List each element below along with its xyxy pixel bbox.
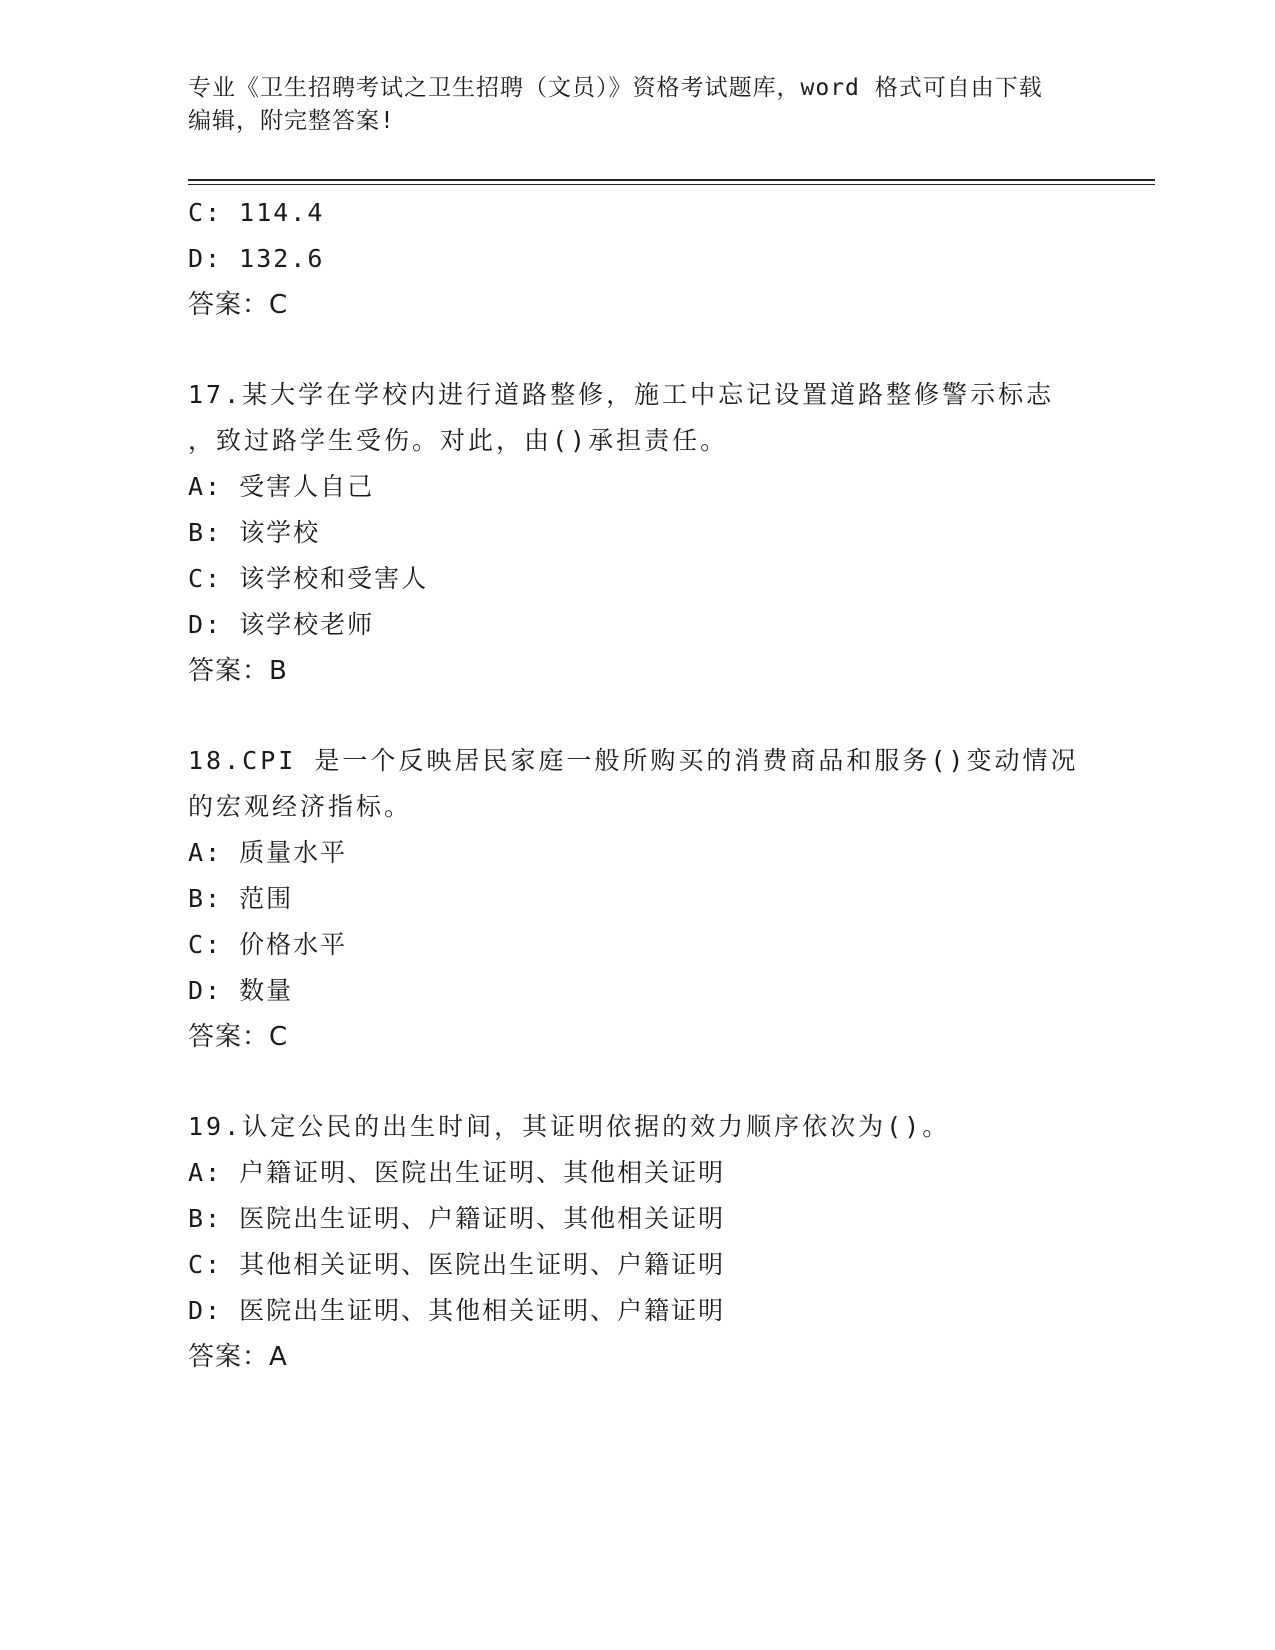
- question-18: [188, 738, 1088, 1060]
- answer: 答案：C: [188, 290, 289, 320]
- answer: 答案：C: [188, 1022, 289, 1052]
- option-b: B: 范围: [188, 884, 294, 913]
- question-text-line-2: 的宏观经济指标。: [188, 792, 413, 821]
- option-c: C: 价格水平: [188, 930, 348, 959]
- question-19: [188, 1104, 1088, 1380]
- answer: 答案：B: [188, 656, 288, 686]
- question-text-line-1: 18.CPI 是一个反映居民家庭一般所购买的消费商品和服务()变动情况: [188, 746, 1079, 775]
- option-c: C: 114.4: [188, 198, 325, 227]
- option-b: B: 该学校: [188, 518, 321, 547]
- question-16: [188, 190, 1088, 328]
- spacer: [188, 694, 1088, 738]
- page-header: [188, 72, 1088, 138]
- option-d: D: 132.6: [188, 244, 325, 273]
- question-text-line-2: ，致过路学生受伤。对此，由()承担责任。: [188, 426, 729, 455]
- option-a: A: 户籍证明、医院出生证明、其他相关证明: [188, 1158, 726, 1187]
- spacer: [188, 1060, 1088, 1104]
- header-line-2: 编辑，附完整答案!: [188, 108, 395, 134]
- option-c: C: 其他相关证明、医院出生证明、户籍证明: [188, 1250, 726, 1279]
- question-list: [188, 190, 1088, 1380]
- option-a: A: 质量水平: [188, 838, 348, 867]
- option-a: A: 受害人自己: [188, 472, 375, 501]
- option-c: C: 该学校和受害人: [188, 564, 429, 593]
- option-d: D: 该学校老师: [188, 610, 375, 639]
- option-d: D: 医院出生证明、其他相关证明、户籍证明: [188, 1296, 726, 1325]
- question-text-line-1: 17.某大学在学校内进行道路整修，施工中忘记设置道路整修警示标志: [188, 380, 1055, 409]
- question-text-line-1: 19.认定公民的出生时间，其证明依据的效力顺序依次为()。: [188, 1112, 951, 1141]
- spacer: [188, 328, 1088, 372]
- option-d: D: 数量: [188, 976, 294, 1005]
- option-b: B: 医院出生证明、户籍证明、其他相关证明: [188, 1204, 726, 1233]
- header-divider-thin: [188, 184, 1155, 185]
- answer: 答案：A: [188, 1342, 288, 1372]
- question-17: [188, 372, 1088, 694]
- header-line-1: 专业《卫生招聘考试之卫生招聘（文员）》资格考试题库，word 格式可自由下载: [188, 75, 1043, 101]
- header-divider-thick: [188, 179, 1155, 181]
